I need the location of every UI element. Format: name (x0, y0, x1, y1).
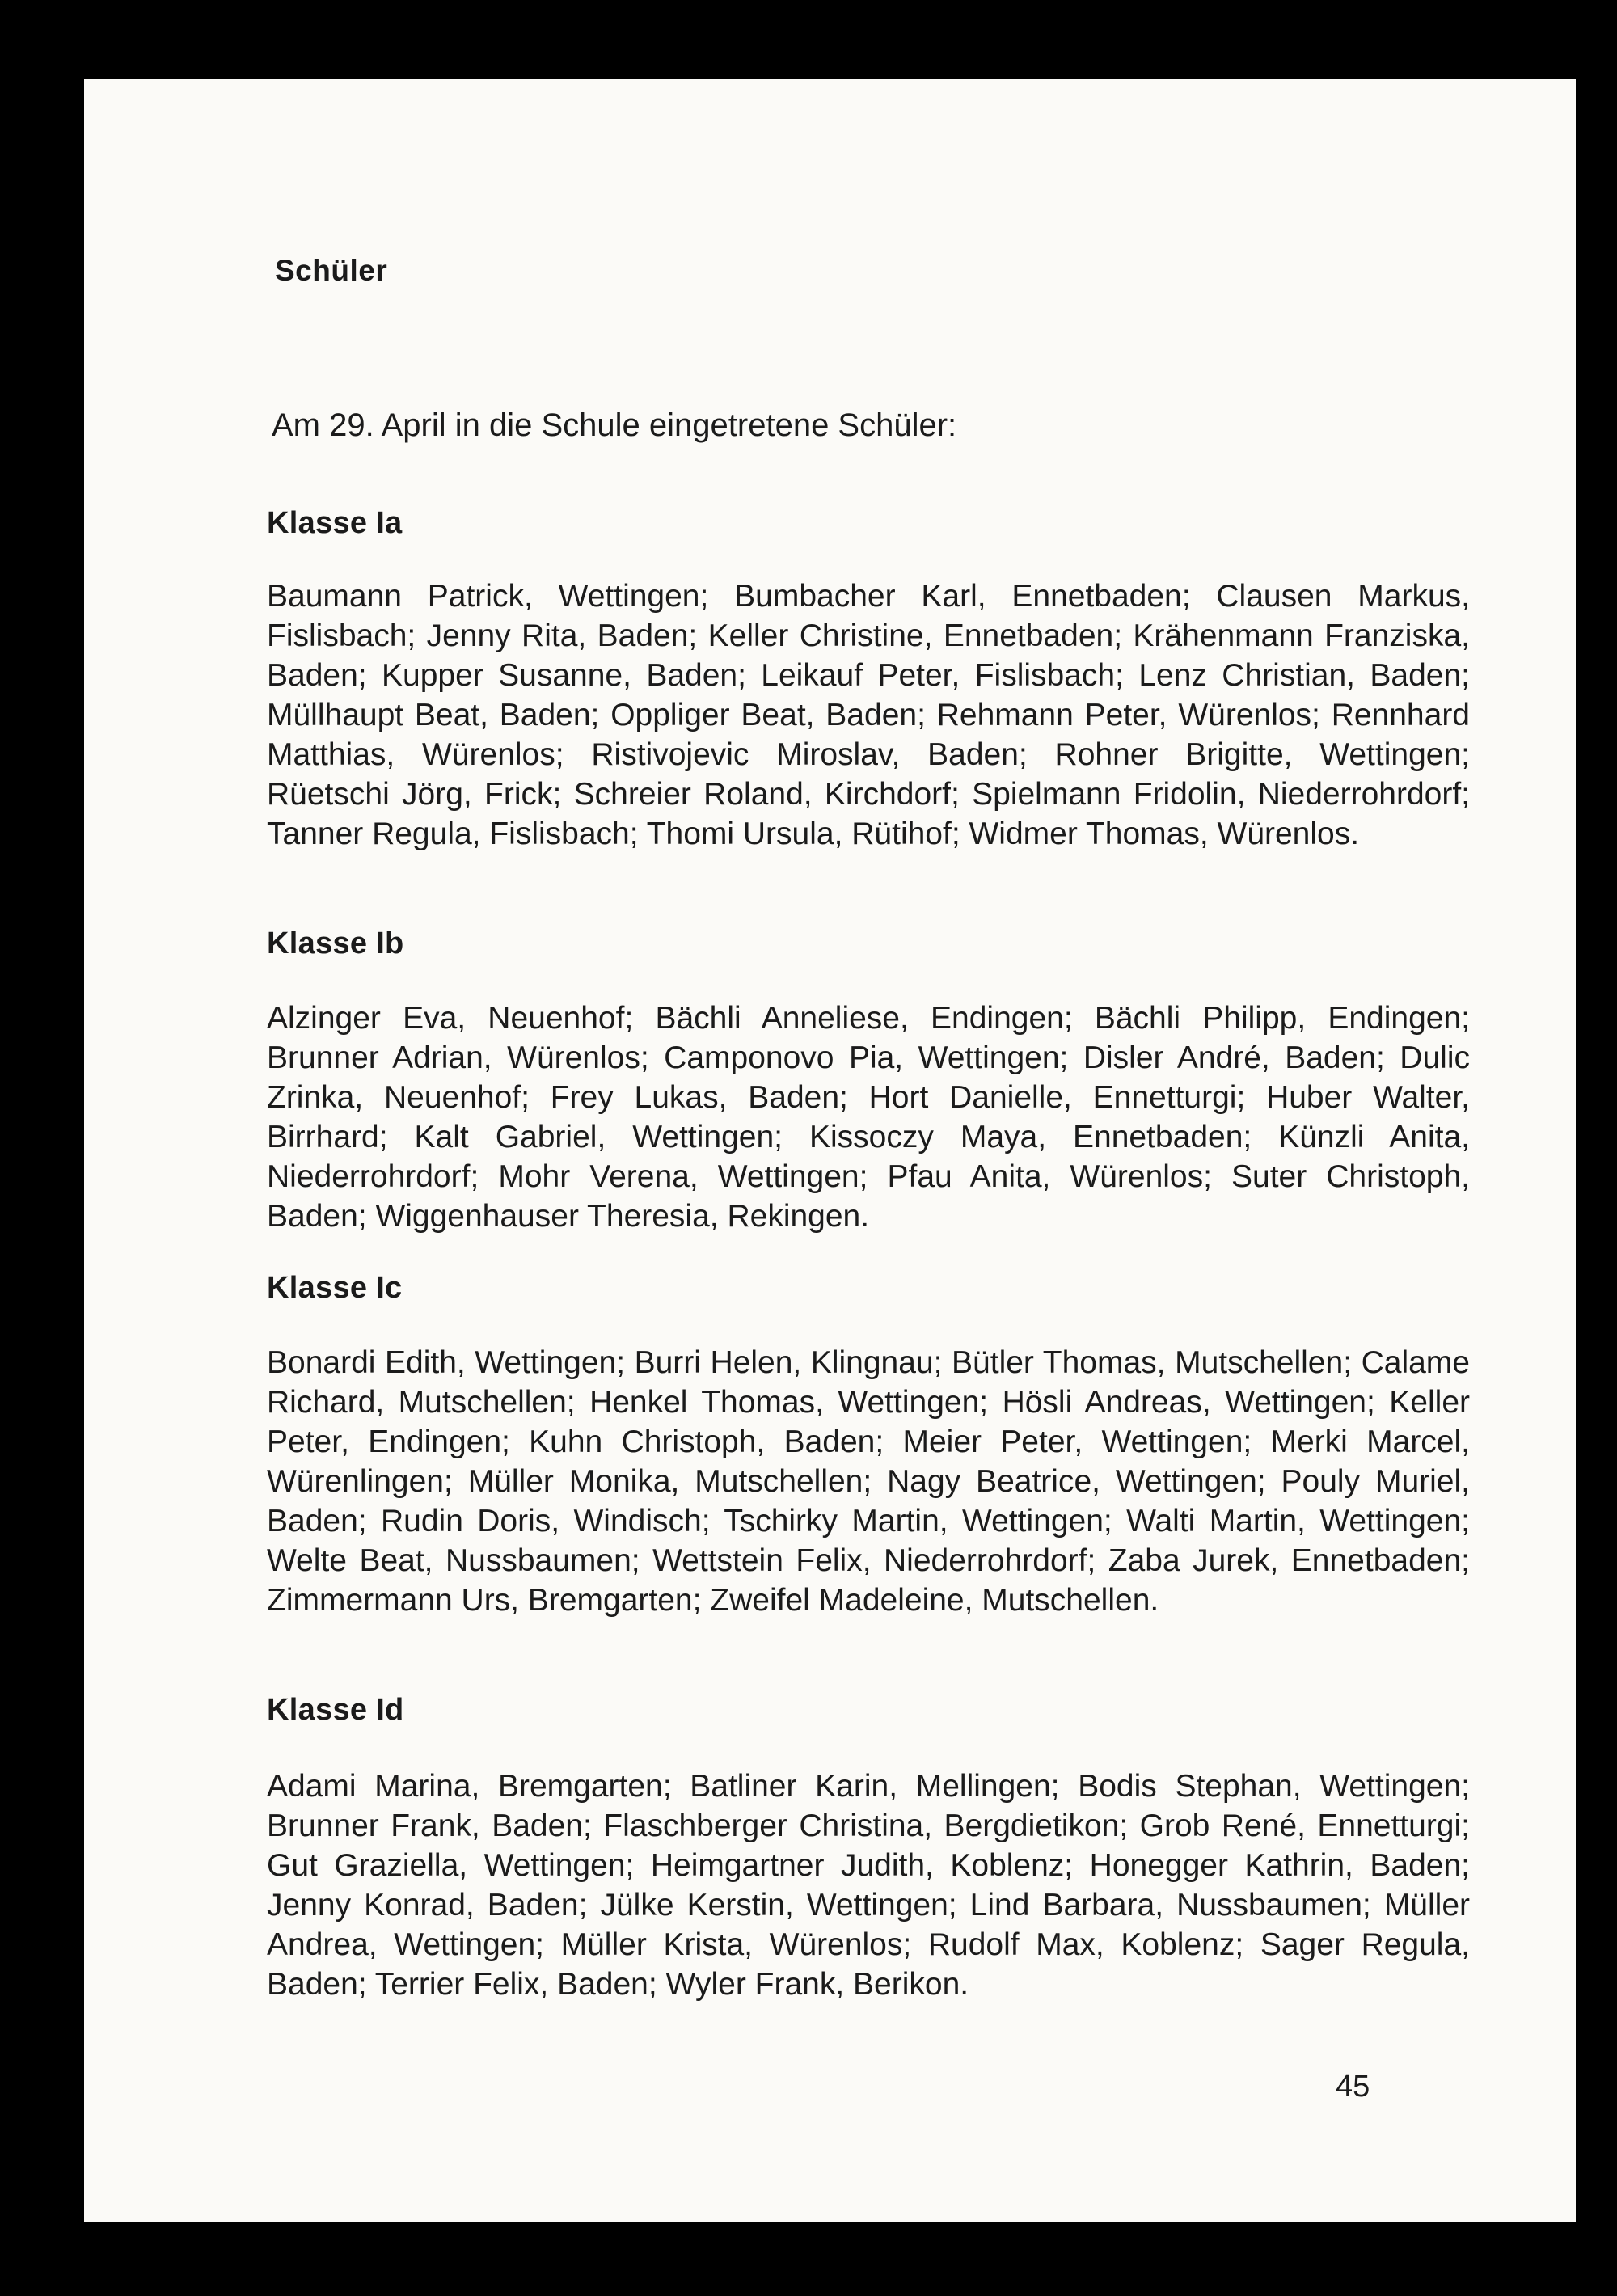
student-list-ib: Alzinger Eva, Neuenhof; Bächli Anneliese, Endingen; Bächli Philipp, Endingen; Brunner Adrian, Würenlos; Camponovo Pia, Wettingen; Disler André, Baden; Dulic Zrinka, Neuenhof; Frey Lukas, Baden; Hort Danielle, Ennetturgi; Huber Walter, Birrhard; Kalt Gabriel, Wettingen; Kissoczy Maya, Ennetbaden; Künzli Anita, Niederrohrdorf; Mohr Verena, Wettingen; Pfau Anita, Würenlos; Suter Christoph, Baden; Wiggenhauser Theresia, Rekingen. (267, 1001, 1470, 1234)
class-block-id (267, 1693, 1470, 2004)
class-heading-id: Klasse Id (267, 1693, 404, 1727)
class-heading-ib: Klasse Ib (267, 926, 404, 960)
class-heading-ic: Klasse Ic (267, 1271, 403, 1305)
intro-text: Am 29. April in die Schule eingetretene Schüler: (272, 407, 957, 443)
class-block-ic (267, 1271, 1470, 1620)
document-page (84, 79, 1576, 2222)
page-number: 45 (1336, 2070, 1370, 2104)
student-list-id: Adami Marina, Bremgarten; Batliner Karin, Mellingen; Bodis Stephan, Wettingen; Brunner Frank, Baden; Flaschberger Christina, Bergdietikon; Grob René, Ennetturgi; Gut Graziella, Wettingen; Heimgartner Judith, Koblenz; Honegger Kathrin, Baden; Jenny Konrad, Baden; Jülke Kerstin, Wettingen; Lind Barbara, Nussbaumen; Müller Andrea, Wettingen; Müller Krista, Würenlos; Rudolf Max, Koblenz; Sager Regula, Baden; Terrier Felix, Baden; Wyler Frank, Berikon. (267, 1769, 1470, 2002)
student-list-ia: Baumann Patrick, Wettingen; Bumbacher Karl, Ennetbaden; Clausen Markus, Fislisbach; Jenny Rita, Baden; Keller Christine, Ennetbaden; Krähenmann Franziska, Baden; Kupper Susanne, Baden; Leikauf Peter, Fislisbach; Lenz Christian, Baden; Müllhaupt Beat, Baden; Oppliger Beat, Baden; Rehmann Peter, Würenlos; Rennhard Matthias, Würenlos; Ristivojevic Miroslav, Baden; Rohner Brigitte, Wettingen; Rüetschi Jörg, Frick; Schreier Roland, Kirchdorf; Spielmann Fridolin, Niederrohrdorf; Tanner Regula, Fislisbach; Thomi Ursula, Rütihof; Widmer Thomas, Würenlos. (267, 579, 1470, 851)
class-block-ia (267, 506, 1470, 854)
section-title: Schüler (275, 254, 388, 287)
student-list-ic: Bonardi Edith, Wettingen; Burri Helen, Klingnau; Bütler Thomas, Mutschellen; Calame Richard, Mutschellen; Henkel Thomas, Wettingen; Hösli Andreas, Wettingen; Keller Peter, Endingen; Kuhn Christoph, Baden; Meier Peter, Wettingen; Merki Marcel, Würenlingen; Müller Monika, Mutschellen; Nagy Beatrice, Wettingen; Pouly Muriel, Baden; Rudin Doris, Windisch; Tschirky Martin, Wettingen; Walti Martin, Wettingen; Welte Beat, Nussbaumen; Wettstein Felix, Niederrohrdorf; Zaba Jurek, Ennetbaden; Zimmermann Urs, Bremgarten; Zweifel Madeleine, Mutschellen. (267, 1345, 1470, 1618)
class-block-ib (267, 926, 1470, 1236)
class-heading-ia: Klasse Ia (267, 506, 403, 540)
